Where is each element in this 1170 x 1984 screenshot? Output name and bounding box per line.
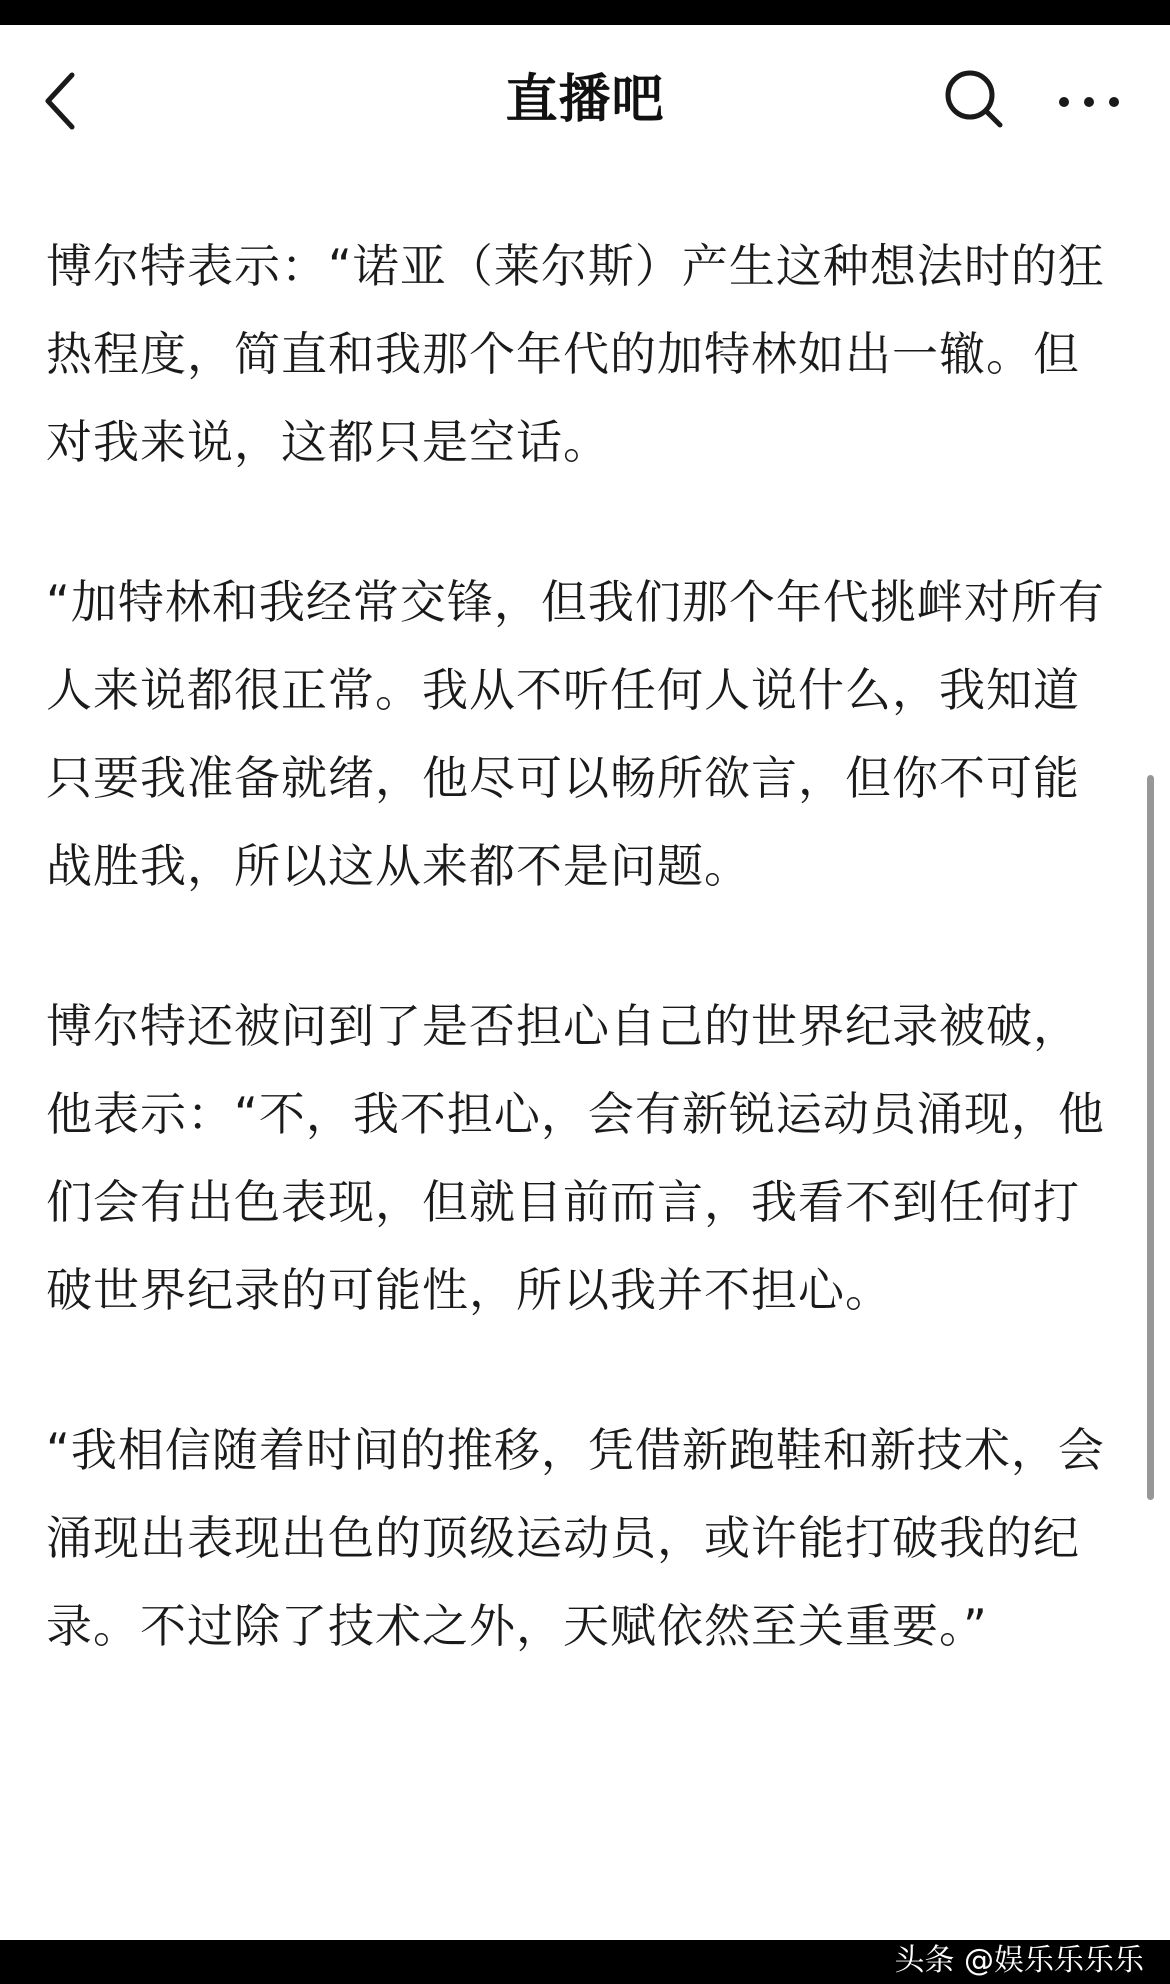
more-horizontal-icon <box>1054 67 1124 137</box>
article-paragraph: “我相信随着时间的推移，凭借新跑鞋和新技术，会涌现出表现出色的顶级运动员，或许能打破我的纪录。不过除了技术之外，天赋依然至关重要。” <box>46 1423 1105 1653</box>
watermark: 头条 @娱乐乐乐乐 <box>894 1943 1144 1978</box>
article-paragraph: 博尔特还被问到了是否担心自己的世界纪录被破，他表示：“不，我不担心，会有新锐运动员涌现，他们会有出色表现，但就目前而言，我看不到任何打破世界纪录的可能性，所以我并不担心。 <box>46 999 1105 1317</box>
page-title: 直播吧 <box>505 70 665 130</box>
scrollbar[interactable] <box>1147 775 1154 1500</box>
article-paragraph: 博尔特表示：“诺亚（莱尔斯）产生这种想法时的狂热程度，简直和我那个年代的加特林如出一辙。但对我来说，这都只是空话。 <box>46 239 1105 469</box>
navigation-bar <box>0 25 1170 167</box>
search-button[interactable] <box>940 65 1010 135</box>
search-icon <box>940 65 1010 135</box>
article-paragraph: “加特林和我经常交锋，但我们那个年代挑衅对所有人来说都很正常。我从不听任何人说什么，我知道只要我准备就绪，他尽可以畅所欲言，但你不可能战胜我，所以这从来都不是问题。 <box>46 575 1105 893</box>
article-body <box>46 222 1126 1670</box>
more-options-button[interactable] <box>1054 67 1124 137</box>
top-status-bar <box>0 0 1170 25</box>
